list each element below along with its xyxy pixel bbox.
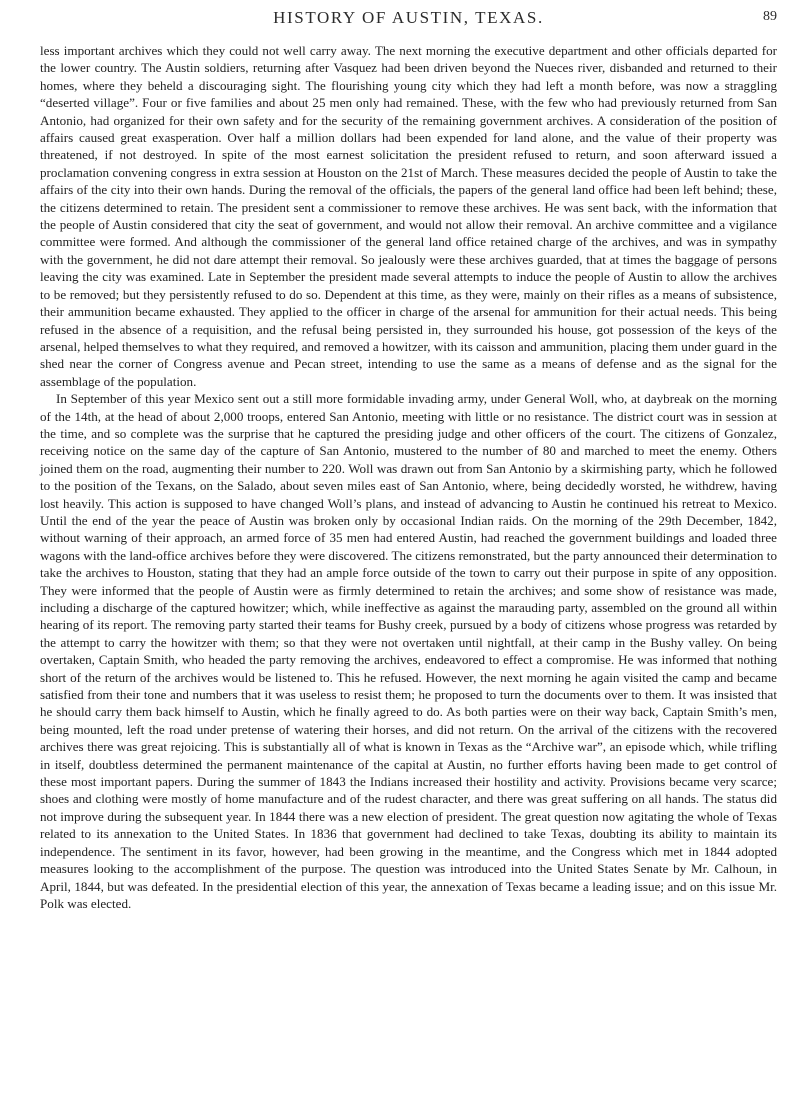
- paragraph-woll-invasion: In September of this year Mexico sent out a still more formidable invading army, under General Woll, who, at daybreak on the morning of the 14th, at the head of about 2,000 troops, entered San Antonio, meeting with little or no resistance. The district court was in session at the time, and so complete was the surprise that he captured the presiding judge and other officers of the court. The citizens of Gonzalez, receiving notice on the same day of the capture of San Antonio, mustered to the number of 80 and marched to meet the enemy. Others joined them on the road, augmenting their number to 220. Woll was drawn out from San Antonio by a skirmishing party, which he followed to the position of the Texans, on the Salado, about seven miles east of San Antonio, where, being decidedly worsted, he withdrew, having lost heavily. This action is supposed to have changed Woll’s plans, and instead of advancing to Austin he continued his retreat to Mexico. Until the end of the year the peace of Austin was broken only by occasional Indian raids. On the morning of the 29th December, 1842, without warning of their approach, an armed force of 35 men had entered Austin, had reached the government buildings and loaded three wagons with the land-office archives before they were discovered. The citizens remonstrated, but the party announced their determination to take the archives to Houston, stating that they had an ample force outside of the town to carry out their purpose in spite of any opposition. They were informed that the people of Austin were as firmly determined to retain the archives; and some show of resistance was made, including a discharge of the captured howitzer; which, while ineffective as against the marauding party, assembled on the ground all within hearing of its report. The removing party started their teams for Bushy creek, pursued by a body of citizens whose progress was retarded by the attempt to carry the howitzer with them; so that they were not overtaken until nightfall, at their camp in the Bushy valley. On being overtaken, Captain Smith, who headed the party removing the archives, endeavored to effect a compromise. He was informed that nothing short of the return of the archives would be listened to. This he refused. However, the next morning he again visited the camp and became satisfied from their tone and numbers that it was useless to resist them; he proposed to turn the documents over to them. It was insisted that he should carry them back himself to Austin, which he finally agreed to do. As both parties were on their way back, Captain Smith’s men, being mounted, left the road under pretense of watering their horses, and did not return. On the arrival of the citizens with the recovered archives there was great rejoicing. This is substantially all of what is known in Texas as the “Archive war”, an episode which, while trifling in itself, doubtless determined the permanent maintenance of the capital at Austin, no further efforts having been made to get control of these most important papers. During the summer of 1843 the Indians increased their hostility and activity. Provisions became very scarce; shoes and clothing were mostly of home manufacture and of the rudest character, and there was great suffering on all hands. The status did not improve during the subsequent year. In 1844 there was a new election of president. The great question now agitating the whole of Texas related to its annexation to the United States. In 1836 that government had declined to take Texas, doubting its ability to maintain its independence. The sentiment in its favor, however, had been growing in the meantime, and the Congress which met in 1844 adopted measures looking to the accomplishment of the purpose. The question was introduced into the United States Senate by Mr. Calhoun, in April, 1844, but was defeated. In the presidential election of this year, the annexation of Texas became a leading issue; and on this issue Mr. Polk was elected.: [40, 391, 777, 911]
- body-text: [40, 42, 777, 912]
- running-head: [40, 8, 777, 30]
- page-number: 89: [763, 9, 777, 24]
- page-title: HISTORY OF AUSTIN, TEXAS.: [273, 8, 544, 27]
- paragraph-archives: less important archives which they could not well carry away. The next morning the executive department and other officials departed for the lower country. The Austin soldiers, returning after Vasquez had been driven beyond the Nueces river, disbanded and returned to their homes, where they beheld a discouraging sight. The flourishing young city which they had left a month before, was now a straggling “deserted village”. Four or five families and about 25 men only had remained. These, with the few who had previously returned from San Antonio, had organized for their own safety and for the security of the remaining government archives. A consideration of the position of affairs caused great exasperation. Over half a million dollars had been expended for land alone, and the value of their property was threatened, if not destroyed. In spite of the most earnest solicitation the president refused to return, and soon afterward issued a proclamation convening congress in extra session at Houston on the 21st of March. These measures decided the people of Austin to take the affairs of the city into their own hands. During the removal of the officials, the papers of the general land office had been left behind; these, the citizens determined to retain. The president sent a commissioner to remove these archives. He was sent back, with the information that the people of Austin considered that city the seat of government, and would not allow their removal. An archive committee and a vigilance committee were formed. And although the commissioner of the general land office retained charge of the archives, and was in sympathy with the government, he did not dare attempt their removal. So jealously were these archives guarded, that at times the baggage of persons leaving the city was examined. Late in September the president made several attempts to induce the people of Austin to allow the archives to be removed; but they persistently refused to do so. Dependent at this time, as they were, mainly on their rifles as a means of subsistence, their ammunition became exhausted. They applied to the officer in charge of the arsenal for ammunition for their actual needs. This being refused in the absence of a requisition, and the refusal being persisted in, they surrounded his house, got possession of the keys of the arsenal, helped themselves to what they required, and removed a howitzer, with its caisson and ammunition, placing them under guard in the shed near the corner of Congress avenue and Pecan street, intending to use the same as a means of defense and as the signal for the assemblage of the population.: [40, 43, 777, 389]
